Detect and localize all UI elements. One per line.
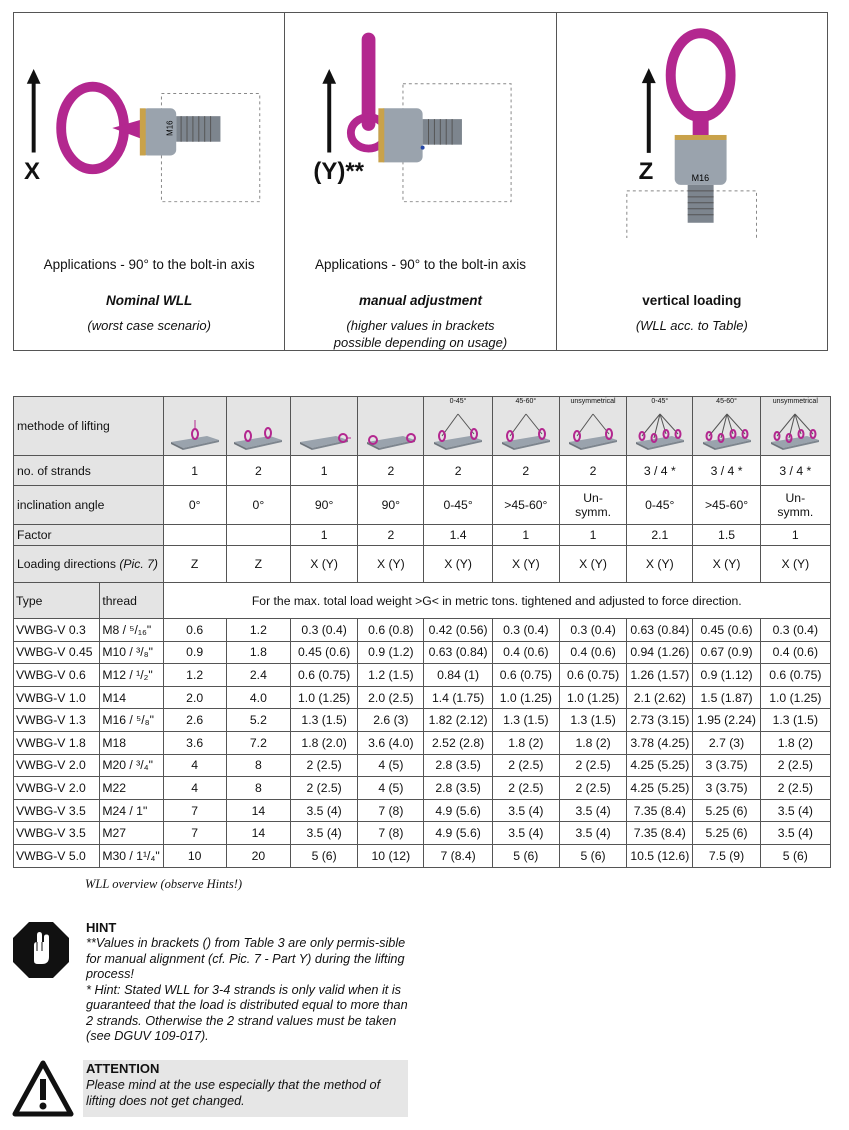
direction-cell: X (Y) bbox=[559, 546, 626, 583]
row-type-header bbox=[14, 583, 831, 619]
wll-value-cell: 2 (2.5) bbox=[760, 754, 830, 777]
thread-cell: M18 bbox=[100, 731, 163, 754]
wll-value-cell: 4 bbox=[163, 754, 226, 777]
wll-value-cell: 2.8 (3.5) bbox=[424, 754, 492, 777]
method-pictogram-cell bbox=[760, 397, 830, 456]
type-cell: VWBG-V 0.45 bbox=[14, 641, 100, 664]
wll-value-cell: 0.6 (0.8) bbox=[358, 619, 424, 642]
hint-title: HINT bbox=[86, 920, 117, 935]
wll-value-cell: 1.8 (2) bbox=[492, 731, 559, 754]
wll-value-cell: 0.6 (0.75) bbox=[760, 664, 830, 687]
axis-label-x: X bbox=[24, 158, 41, 185]
wll-value-cell: 5 (6) bbox=[291, 844, 358, 867]
thread-cell: M27 bbox=[100, 822, 163, 845]
wll-value-cell: 1.26 (1.57) bbox=[627, 664, 693, 687]
wll-value-cell: 4.25 (5.25) bbox=[627, 777, 693, 800]
method-angle-note: unsymmetrical bbox=[772, 398, 818, 405]
table-row bbox=[14, 709, 831, 732]
lifting-method-icon bbox=[167, 406, 223, 452]
panel-vertical-loading bbox=[557, 13, 827, 350]
panel-title: manual adjustment bbox=[358, 293, 482, 308]
wll-value-cell: 0.42 (0.56) bbox=[424, 619, 492, 642]
wll-value-cell: 2 (2.5) bbox=[559, 777, 626, 800]
hint-paragraph-1: **Values in brackets () from Table 3 are only permis-sible for manual alignment (cf. Pic. 7 - Part Y) during the lifting process! bbox=[86, 936, 406, 981]
attention-text: Please mind at the use especially that the method of lifting does not get changed. bbox=[86, 1078, 381, 1108]
wll-value-cell: 4.9 (5.6) bbox=[424, 799, 492, 822]
lifting-method-icon bbox=[767, 406, 823, 452]
eyebolt-y-illustration bbox=[285, 13, 555, 238]
method-pictogram-cell bbox=[492, 397, 559, 456]
angle-cell: >45-60° bbox=[492, 486, 559, 525]
angle-label: inclination angle bbox=[14, 486, 164, 525]
table-row bbox=[14, 777, 831, 800]
panel-nominal-wll bbox=[14, 13, 285, 350]
table-row bbox=[14, 844, 831, 867]
wll-value-cell: 5 (6) bbox=[492, 844, 559, 867]
panel-subtitle: (WLL acc. to Table) bbox=[635, 318, 748, 333]
wll-value-cell: 3.5 (4) bbox=[291, 799, 358, 822]
angle-cell: 90° bbox=[291, 486, 358, 525]
thread-cell: M12 / ¹/₂" bbox=[100, 664, 163, 687]
table-row bbox=[14, 754, 831, 777]
panel-subtitle: (worst case scenario) bbox=[87, 318, 211, 333]
angle-cell: 0-45° bbox=[627, 486, 693, 525]
factor-cell: 1.5 bbox=[693, 525, 760, 546]
wll-value-cell: 3.5 (4) bbox=[760, 822, 830, 845]
factor-cell: 1.4 bbox=[424, 525, 492, 546]
attention-title: ATTENTION bbox=[86, 1061, 160, 1076]
direction-cell: Z bbox=[226, 546, 290, 583]
lifting-method-icon bbox=[230, 406, 286, 452]
thread-cell: M10 / ³/₈" bbox=[100, 641, 163, 664]
wll-value-cell: 1.0 (1.25) bbox=[760, 686, 830, 709]
panel-title: vertical loading bbox=[642, 293, 742, 308]
type-cell: VWBG-V 1.8 bbox=[14, 731, 100, 754]
table-row bbox=[14, 664, 831, 687]
wll-value-cell: 5 (6) bbox=[760, 844, 830, 867]
thread-cell: M14 bbox=[100, 686, 163, 709]
direction-cell: X (Y) bbox=[358, 546, 424, 583]
wll-value-cell: 2 (2.5) bbox=[291, 777, 358, 800]
hint-paragraph-2: * Hint: Stated WLL for 3-4 strands is only valid when it is guaranteed that the load is distributed equal to more than 2 strands. Otherwise the 2 strand values must be taken (see DGUV 109-017). bbox=[86, 982, 408, 1043]
wll-value-cell: 2 (2.5) bbox=[492, 777, 559, 800]
method-pictogram-cell bbox=[424, 397, 492, 456]
application-text: Applications - 90° to the bolt-in axis bbox=[314, 257, 526, 272]
lifting-method-icon bbox=[565, 406, 621, 452]
wll-value-cell: 3.78 (4.25) bbox=[627, 731, 693, 754]
wll-value-cell: 5.2 bbox=[226, 709, 290, 732]
method-pictogram-cell bbox=[226, 397, 290, 456]
direction-cell: X (Y) bbox=[291, 546, 358, 583]
lifting-method-icon bbox=[498, 406, 554, 452]
load-note: For the max. total load weight >G< in metric tons. tightened and adjusted to force direction. bbox=[163, 583, 830, 619]
bolt-label: M16 bbox=[691, 172, 709, 183]
strands-cell: 2 bbox=[492, 456, 559, 486]
wll-value-cell: 2.7 (3) bbox=[693, 731, 760, 754]
wll-value-cell: 2 (2.5) bbox=[291, 754, 358, 777]
wll-value-cell: 0.63 (0.84) bbox=[424, 641, 492, 664]
factor-cell bbox=[163, 525, 226, 546]
wll-value-cell: 0.63 (0.84) bbox=[627, 619, 693, 642]
wll-value-cell: 0.3 (0.4) bbox=[291, 619, 358, 642]
type-header: Type bbox=[14, 583, 100, 619]
wll-value-cell: 2.8 (3.5) bbox=[424, 777, 492, 800]
angle-cell: 0° bbox=[226, 486, 290, 525]
direction-cell: X (Y) bbox=[760, 546, 830, 583]
type-cell: VWBG-V 0.3 bbox=[14, 619, 100, 642]
wll-value-cell: 8 bbox=[226, 754, 290, 777]
strands-cell: 2 bbox=[226, 456, 290, 486]
subtitle-line-1: (higher values in brackets bbox=[346, 318, 495, 333]
wll-value-cell: 0.3 (0.4) bbox=[760, 619, 830, 642]
method-pictogram-cell bbox=[627, 397, 693, 456]
factor-cell bbox=[226, 525, 290, 546]
thread-cell: M8 / ⁵/₁₆" bbox=[100, 619, 163, 642]
factor-label: Factor bbox=[14, 525, 164, 546]
type-cell: VWBG-V 3.5 bbox=[14, 799, 100, 822]
method-angle-note: 45-60° bbox=[716, 398, 737, 405]
method-angle-note: 45-60° bbox=[515, 398, 537, 405]
wll-value-cell: 0.45 (0.6) bbox=[693, 619, 760, 642]
strands-cell: 2 bbox=[358, 456, 424, 486]
row-factor bbox=[14, 525, 831, 546]
method-pictogram-cell bbox=[163, 397, 226, 456]
wll-value-cell: 0.9 (1.12) bbox=[693, 664, 760, 687]
wll-value-cell: 3.5 (4) bbox=[559, 822, 626, 845]
row-method bbox=[14, 397, 831, 456]
wll-value-cell: 4.9 (5.6) bbox=[424, 822, 492, 845]
thread-cell: M24 / 1" bbox=[100, 799, 163, 822]
type-cell: VWBG-V 3.5 bbox=[14, 822, 100, 845]
factor-cell: 1 bbox=[291, 525, 358, 546]
wll-value-cell: 2 (2.5) bbox=[559, 754, 626, 777]
wll-value-cell: 1.8 (2.0) bbox=[291, 731, 358, 754]
wll-value-cell: 0.4 (0.6) bbox=[559, 641, 626, 664]
lifting-method-icon bbox=[430, 406, 486, 452]
wll-value-cell: 10 (12) bbox=[358, 844, 424, 867]
wll-value-cell: 0.4 (0.6) bbox=[492, 641, 559, 664]
wll-value-cell: 1.3 (1.5) bbox=[559, 709, 626, 732]
eyebolt-x-illustration bbox=[14, 13, 284, 238]
wll-value-cell: 5.25 (6) bbox=[693, 799, 760, 822]
angle-cell: 0° bbox=[163, 486, 226, 525]
wll-value-cell: 3.5 (4) bbox=[760, 799, 830, 822]
wll-value-cell: 0.6 (0.75) bbox=[492, 664, 559, 687]
type-cell: VWBG-V 2.0 bbox=[14, 754, 100, 777]
thread-cell: M30 / 1¹/₄" bbox=[100, 844, 163, 867]
wll-value-cell: 1.8 (2) bbox=[760, 731, 830, 754]
wll-value-cell: 1.2 (1.5) bbox=[358, 664, 424, 687]
method-angle-note: 0-45° bbox=[651, 398, 669, 405]
panel-title: Nominal WLL bbox=[106, 293, 193, 308]
wll-value-cell: 1.3 (1.5) bbox=[492, 709, 559, 732]
wll-value-cell: 0.6 bbox=[163, 619, 226, 642]
wll-value-cell: 3 (3.75) bbox=[693, 754, 760, 777]
wll-value-cell: 3.6 (4.0) bbox=[358, 731, 424, 754]
type-cell: VWBG-V 5.0 bbox=[14, 844, 100, 867]
strands-cell: 3 / 4 * bbox=[760, 456, 830, 486]
eyebolt-z-illustration bbox=[557, 13, 827, 238]
method-angle-note: unsymmetrical bbox=[570, 398, 616, 405]
wll-value-cell: 7 (8) bbox=[358, 822, 424, 845]
strands-cell: 2 bbox=[559, 456, 626, 486]
thread-header: thread bbox=[100, 583, 163, 619]
direction-cell: X (Y) bbox=[492, 546, 559, 583]
wll-value-cell: 3 (3.75) bbox=[693, 777, 760, 800]
wll-value-cell: 0.67 (0.9) bbox=[693, 641, 760, 664]
wll-value-cell: 10 bbox=[163, 844, 226, 867]
wll-value-cell: 1.0 (1.25) bbox=[559, 686, 626, 709]
table-row bbox=[14, 641, 831, 664]
wll-value-cell: 0.9 bbox=[163, 641, 226, 664]
axis-label-z: Z bbox=[638, 158, 654, 185]
thread-cell: M20 / ³/₄" bbox=[100, 754, 163, 777]
wll-value-cell: 5.25 (6) bbox=[693, 822, 760, 845]
table-row bbox=[14, 799, 831, 822]
direction-cell: X (Y) bbox=[627, 546, 693, 583]
warning-icon bbox=[12, 1060, 74, 1118]
wll-value-cell: 1.8 (2) bbox=[559, 731, 626, 754]
method-pictogram-cell bbox=[291, 397, 358, 456]
row-strands bbox=[14, 456, 831, 486]
directions-label: Loading directions (Pic. 7) bbox=[14, 546, 164, 583]
factor-cell: 1 bbox=[760, 525, 830, 546]
wll-value-cell: 4 (5) bbox=[358, 777, 424, 800]
wll-value-cell: 1.82 (2.12) bbox=[424, 709, 492, 732]
type-cell: VWBG-V 1.3 bbox=[14, 709, 100, 732]
row-directions bbox=[14, 546, 831, 583]
method-label: methode of lifting bbox=[14, 397, 164, 456]
method-pictogram-cell bbox=[358, 397, 424, 456]
wll-value-cell: 2 (2.5) bbox=[760, 777, 830, 800]
angle-cell: Un- symm. bbox=[760, 486, 830, 525]
wll-value-cell: 1.8 bbox=[226, 641, 290, 664]
method-angle-note: 0-45° bbox=[449, 398, 467, 405]
wll-value-cell: 3.6 bbox=[163, 731, 226, 754]
wll-value-cell: 0.84 (1) bbox=[424, 664, 492, 687]
wll-value-cell: 1.3 (1.5) bbox=[760, 709, 830, 732]
wll-value-cell: 7 (8) bbox=[358, 799, 424, 822]
wll-value-cell: 3.5 (4) bbox=[559, 799, 626, 822]
panel-manual-adjustment bbox=[285, 13, 556, 350]
factor-cell: 1 bbox=[559, 525, 626, 546]
application-text: Applications - 90° to the bolt-in axis bbox=[43, 257, 255, 272]
panel-subtitle bbox=[285, 317, 555, 351]
strands-label: no. of strands bbox=[14, 456, 164, 486]
wll-value-cell: 7 bbox=[163, 822, 226, 845]
wll-value-cell: 5 (6) bbox=[559, 844, 626, 867]
wll-value-cell: 0.9 (1.2) bbox=[358, 641, 424, 664]
wll-value-cell: 2.6 bbox=[163, 709, 226, 732]
wll-value-cell: 1.0 (1.25) bbox=[291, 686, 358, 709]
strands-cell: 1 bbox=[163, 456, 226, 486]
table-row bbox=[14, 731, 831, 754]
factor-cell: 1 bbox=[492, 525, 559, 546]
wll-value-cell: 4 bbox=[163, 777, 226, 800]
wll-table-body bbox=[14, 397, 831, 868]
wll-value-cell: 4 (5) bbox=[358, 754, 424, 777]
wll-value-cell: 2.0 bbox=[163, 686, 226, 709]
wll-value-cell: 2.52 (2.8) bbox=[424, 731, 492, 754]
strands-cell: 2 bbox=[424, 456, 492, 486]
angle-cell: >45-60° bbox=[693, 486, 760, 525]
wll-value-cell: 7 bbox=[163, 799, 226, 822]
wll-value-cell: 7.35 (8.4) bbox=[627, 822, 693, 845]
wll-value-cell: 7.35 (8.4) bbox=[627, 799, 693, 822]
wll-value-cell: 1.95 (2.24) bbox=[693, 709, 760, 732]
method-pictogram-cell bbox=[693, 397, 760, 456]
wll-value-cell: 2.73 (3.15) bbox=[627, 709, 693, 732]
wll-value-cell: 0.3 (0.4) bbox=[492, 619, 559, 642]
wll-value-cell: 7.5 (9) bbox=[693, 844, 760, 867]
wll-value-cell: 1.5 (1.87) bbox=[693, 686, 760, 709]
wll-value-cell: 8 bbox=[226, 777, 290, 800]
factor-cell: 2 bbox=[358, 525, 424, 546]
wll-value-cell: 7 (8.4) bbox=[424, 844, 492, 867]
wll-value-cell: 2.1 (2.62) bbox=[627, 686, 693, 709]
wll-value-cell: 1.4 (1.75) bbox=[424, 686, 492, 709]
wll-value-cell: 2.0 (2.5) bbox=[358, 686, 424, 709]
hint-text bbox=[86, 936, 416, 1045]
lifting-method-icon bbox=[699, 406, 755, 452]
table-row bbox=[14, 619, 831, 642]
wll-value-cell: 10.5 (12.6) bbox=[627, 844, 693, 867]
lifting-method-icon bbox=[632, 406, 688, 452]
wll-value-cell: 3.5 (4) bbox=[291, 822, 358, 845]
hand-stop-icon bbox=[12, 921, 70, 979]
wll-value-cell: 0.94 (1.26) bbox=[627, 641, 693, 664]
strands-cell: 1 bbox=[291, 456, 358, 486]
table-caption: WLL overview (observe Hints!) bbox=[85, 877, 243, 891]
wll-value-cell: 1.2 bbox=[163, 664, 226, 687]
application-panels bbox=[13, 12, 828, 351]
wll-value-cell: 20 bbox=[226, 844, 290, 867]
wll-value-cell: 4.0 bbox=[226, 686, 290, 709]
lifting-method-icon bbox=[296, 406, 352, 452]
wll-value-cell: 2.4 bbox=[226, 664, 290, 687]
wll-value-cell: 0.45 (0.6) bbox=[291, 641, 358, 664]
wll-value-cell: 0.6 (0.75) bbox=[559, 664, 626, 687]
wll-value-cell: 1.0 (1.25) bbox=[492, 686, 559, 709]
wll-value-cell: 3.5 (4) bbox=[492, 822, 559, 845]
table-row bbox=[14, 822, 831, 845]
thread-cell: M22 bbox=[100, 777, 163, 800]
direction-cell: X (Y) bbox=[424, 546, 492, 583]
wll-value-cell: 2.6 (3) bbox=[358, 709, 424, 732]
table-row bbox=[14, 686, 831, 709]
wll-value-cell: 3.5 (4) bbox=[492, 799, 559, 822]
strands-cell: 3 / 4 * bbox=[693, 456, 760, 486]
bolt-label: M16 bbox=[165, 120, 175, 136]
type-cell: VWBG-V 1.0 bbox=[14, 686, 100, 709]
type-cell: VWBG-V 2.0 bbox=[14, 777, 100, 800]
wll-value-cell: 2 (2.5) bbox=[492, 754, 559, 777]
wll-value-cell: 7.2 bbox=[226, 731, 290, 754]
angle-cell: Un- symm. bbox=[559, 486, 626, 525]
wll-table bbox=[13, 396, 831, 868]
factor-cell: 2.1 bbox=[627, 525, 693, 546]
strands-cell: 3 / 4 * bbox=[627, 456, 693, 486]
lifting-method-icon bbox=[363, 406, 419, 452]
subtitle-line-2: possible depending on usage) bbox=[333, 335, 508, 350]
row-angle bbox=[14, 486, 831, 525]
thread-cell: M16 / ⁵/₈" bbox=[100, 709, 163, 732]
wll-value-cell: 1.3 (1.5) bbox=[291, 709, 358, 732]
wll-value-cell: 1.2 bbox=[226, 619, 290, 642]
wll-value-cell: 0.4 (0.6) bbox=[760, 641, 830, 664]
type-cell: VWBG-V 0.6 bbox=[14, 664, 100, 687]
wll-value-cell: 14 bbox=[226, 799, 290, 822]
angle-cell: 0-45° bbox=[424, 486, 492, 525]
method-pictogram-cell bbox=[559, 397, 626, 456]
wll-value-cell: 0.6 (0.75) bbox=[291, 664, 358, 687]
axis-label-y: (Y)** bbox=[313, 158, 364, 185]
wll-value-cell: 14 bbox=[226, 822, 290, 845]
wll-value-cell: 0.3 (0.4) bbox=[559, 619, 626, 642]
wll-value-cell: 4.25 (5.25) bbox=[627, 754, 693, 777]
angle-cell: 90° bbox=[358, 486, 424, 525]
direction-cell: Z bbox=[163, 546, 226, 583]
direction-cell: X (Y) bbox=[693, 546, 760, 583]
